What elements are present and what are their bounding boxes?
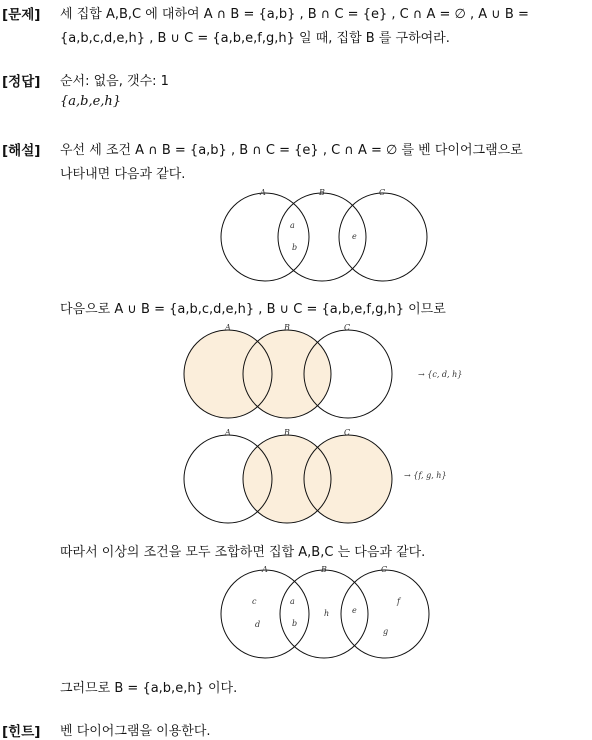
solution-line-2: 나타내면 다음과 같다. bbox=[60, 167, 186, 182]
label-b: B bbox=[321, 565, 327, 574]
elem-f: f bbox=[397, 597, 400, 606]
problem-line-2: {a,b,c,d,e,h} , B ∪ C = {a,b,e,f,g,h} 일 때, 집합 B 를 구하여라. bbox=[60, 31, 450, 46]
elem-a: a bbox=[290, 597, 295, 606]
label-b: B bbox=[284, 323, 290, 332]
venn-diagram-2 bbox=[178, 320, 478, 420]
label-a: A bbox=[262, 565, 268, 574]
hint-line-1: 벤 다이어그램을 이용한다. bbox=[60, 724, 211, 739]
answer-tag: [정답] bbox=[2, 74, 41, 90]
label-a: A bbox=[260, 188, 266, 197]
problem-tag: [문제] bbox=[2, 7, 41, 23]
problem-line-1: 세 집합 A,B,C 에 대하여 A ∩ B = {a,b} , B ∩ C = {e} , C ∩ A = ∅ , A ∪ B = bbox=[60, 7, 529, 22]
venn-diagram-1 bbox=[215, 185, 435, 285]
answer-set: {a,b,e,h} bbox=[60, 94, 122, 109]
elem-g: g bbox=[383, 627, 389, 636]
circle-a bbox=[221, 193, 309, 281]
elem-e: e bbox=[352, 606, 357, 615]
label-c: C bbox=[344, 323, 351, 332]
elem-e: e bbox=[352, 232, 357, 241]
hint-tag: [힌트] bbox=[2, 724, 41, 740]
circle-a bbox=[221, 570, 309, 658]
elem-c: c bbox=[252, 597, 257, 606]
solution-line-3: 다음으로 A ∪ B = {a,b,c,d,e,h} , B ∪ C = {a,b,e,f,g,h} 이므로 bbox=[60, 302, 446, 317]
label-a: A bbox=[225, 428, 231, 437]
solution-line-4: 따라서 이상의 조건을 모두 조합하면 집합 A,B,C 는 다음과 같다. bbox=[60, 545, 426, 560]
elem-b: b bbox=[292, 619, 298, 628]
answer-line-1: 순서: 없음, 갯수: 1 bbox=[60, 74, 169, 89]
solution-tag: [해설] bbox=[2, 143, 41, 159]
elem-b: b bbox=[292, 243, 298, 252]
solution-line-5: 그러므로 B = {a,b,e,h} 이다. bbox=[60, 681, 238, 696]
arrow-text-2: → {f, g, h} bbox=[404, 471, 447, 480]
venn-diagram-4 bbox=[215, 562, 435, 662]
label-b: B bbox=[319, 188, 325, 197]
label-a: A bbox=[225, 323, 231, 332]
label-c: C bbox=[381, 565, 388, 574]
elem-d: d bbox=[255, 620, 261, 629]
elem-a: a bbox=[290, 221, 295, 230]
arrow-text-1: → {c, d, h} bbox=[418, 370, 463, 379]
label-b: B bbox=[284, 428, 290, 437]
elem-h: h bbox=[324, 609, 330, 618]
label-c: C bbox=[379, 188, 386, 197]
label-c: C bbox=[344, 428, 351, 437]
solution-line-1: 우선 세 조건 A ∩ B = {a,b} , B ∩ C = {e} , C ∩ A = ∅ 를 벤 다이어그램으로 bbox=[60, 143, 523, 158]
venn-diagram-3 bbox=[178, 425, 478, 525]
